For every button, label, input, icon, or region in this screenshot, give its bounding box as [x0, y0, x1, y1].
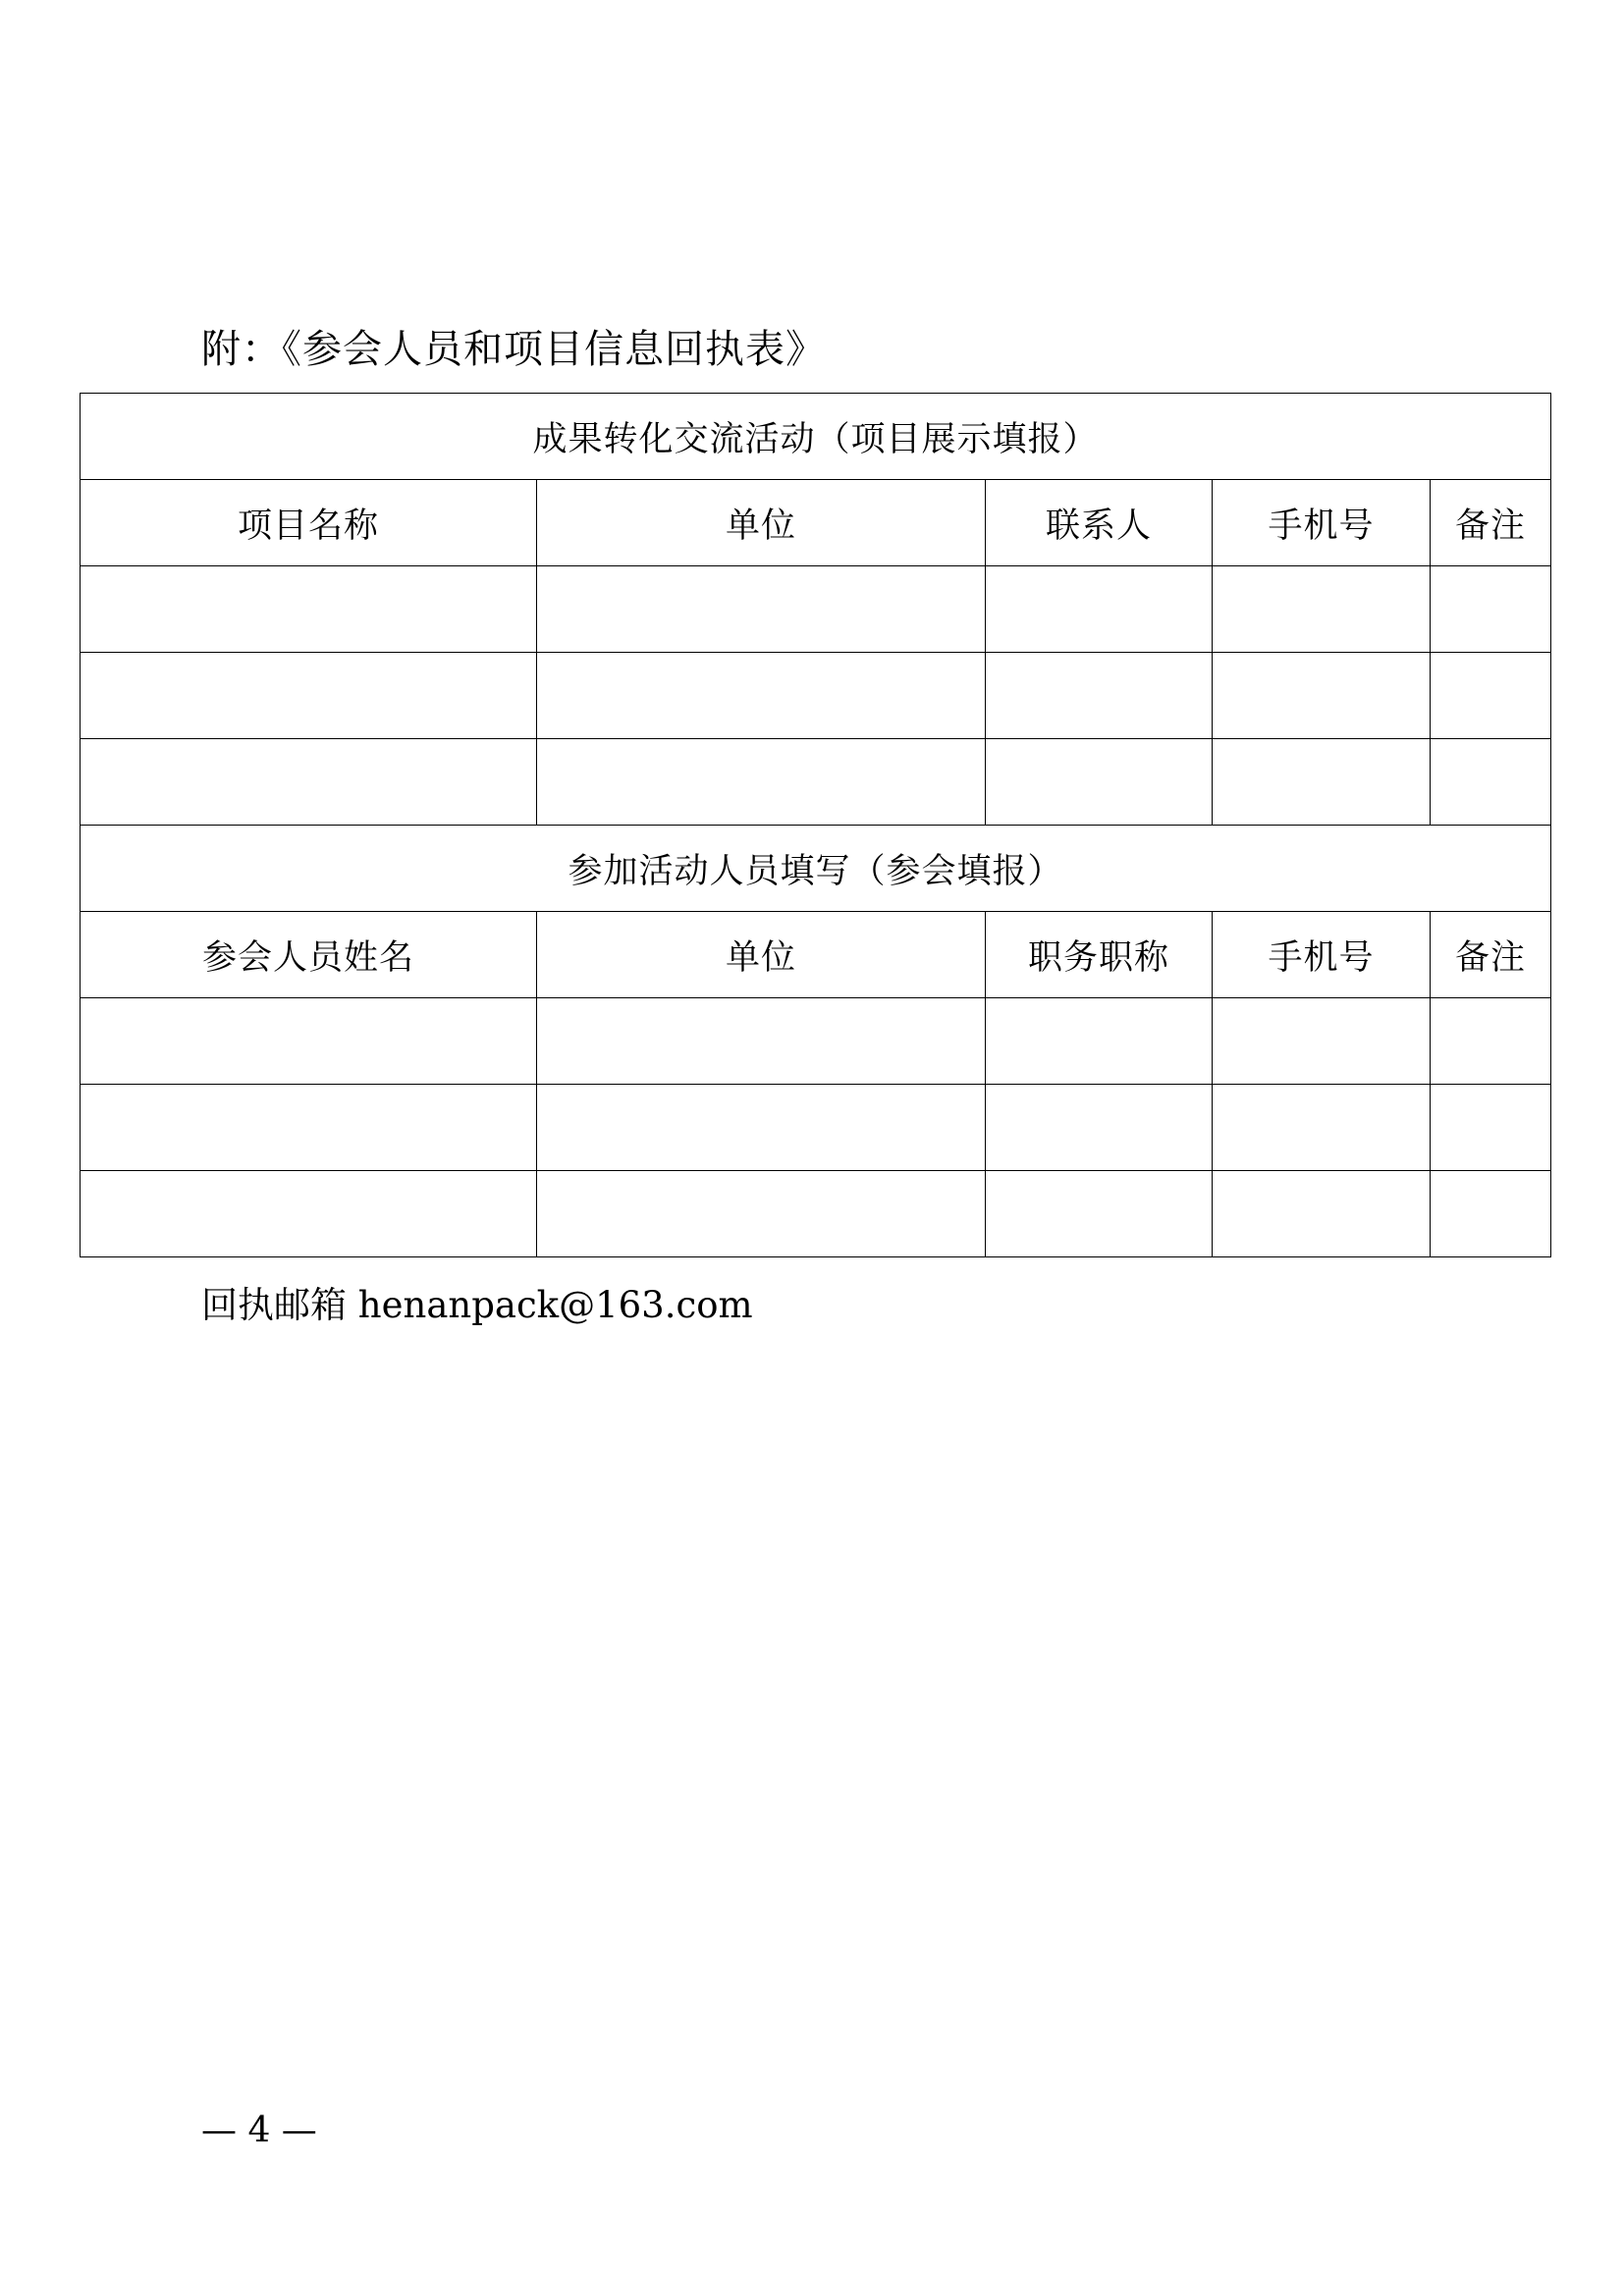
- empty-cell[interactable]: [537, 739, 986, 826]
- empty-cell[interactable]: [986, 1085, 1213, 1171]
- empty-cell[interactable]: [1431, 1085, 1551, 1171]
- header-cell: 单位: [537, 912, 986, 998]
- empty-cell[interactable]: [81, 1085, 537, 1171]
- table-row: [81, 1171, 1551, 1257]
- header-row: [81, 480, 1551, 566]
- empty-cell[interactable]: [81, 653, 537, 739]
- empty-cell[interactable]: [537, 566, 986, 653]
- header-cell: 联系人: [986, 480, 1213, 566]
- header-row: [81, 912, 1551, 998]
- empty-cell[interactable]: [1213, 998, 1431, 1085]
- receipt-table: [80, 393, 1551, 1257]
- header-cell: 项目名称: [81, 480, 537, 566]
- page-number: — 4 —: [201, 2110, 317, 2151]
- empty-cell[interactable]: [986, 566, 1213, 653]
- empty-cell[interactable]: [986, 653, 1213, 739]
- header-cell: 备注: [1431, 480, 1551, 566]
- table-row: [81, 998, 1551, 1085]
- header-cell: 手机号: [1213, 480, 1431, 566]
- header-cell: 手机号: [1213, 912, 1431, 998]
- empty-cell[interactable]: [1431, 653, 1551, 739]
- empty-cell[interactable]: [986, 998, 1213, 1085]
- section-title-row: [81, 826, 1551, 912]
- empty-cell[interactable]: [1213, 1085, 1431, 1171]
- section-title-attendees: 参加活动人员填写（参会填报）: [81, 826, 1551, 912]
- empty-cell[interactable]: [1431, 566, 1551, 653]
- empty-cell[interactable]: [1431, 739, 1551, 826]
- table-row: [81, 566, 1551, 653]
- empty-cell[interactable]: [1213, 739, 1431, 826]
- empty-cell[interactable]: [81, 1171, 537, 1257]
- table-row: [81, 653, 1551, 739]
- empty-cell[interactable]: [1213, 653, 1431, 739]
- header-cell: 参会人员姓名: [81, 912, 537, 998]
- empty-cell[interactable]: [1431, 998, 1551, 1085]
- header-cell: 职务职称: [986, 912, 1213, 998]
- table-row: [81, 1085, 1551, 1171]
- empty-cell[interactable]: [81, 998, 537, 1085]
- empty-cell[interactable]: [986, 739, 1213, 826]
- receipt-email-line: 回执邮箱 henanpack@163.com: [201, 1284, 753, 1326]
- empty-cell[interactable]: [537, 1171, 986, 1257]
- empty-cell[interactable]: [986, 1171, 1213, 1257]
- section-title-project: 成果转化交流活动（项目展示填报）: [81, 394, 1551, 480]
- empty-cell[interactable]: [537, 653, 986, 739]
- empty-cell[interactable]: [1213, 566, 1431, 653]
- empty-cell[interactable]: [537, 1085, 986, 1171]
- empty-cell[interactable]: [1213, 1171, 1431, 1257]
- section-title-row: [81, 394, 1551, 480]
- empty-cell[interactable]: [1431, 1171, 1551, 1257]
- empty-cell[interactable]: [537, 998, 986, 1085]
- header-cell: 备注: [1431, 912, 1551, 998]
- empty-cell[interactable]: [81, 566, 537, 653]
- document-heading: 附：《参会人员和项目信息回执表》: [201, 327, 826, 372]
- table-row: [81, 739, 1551, 826]
- header-cell: 单位: [537, 480, 986, 566]
- empty-cell[interactable]: [81, 739, 537, 826]
